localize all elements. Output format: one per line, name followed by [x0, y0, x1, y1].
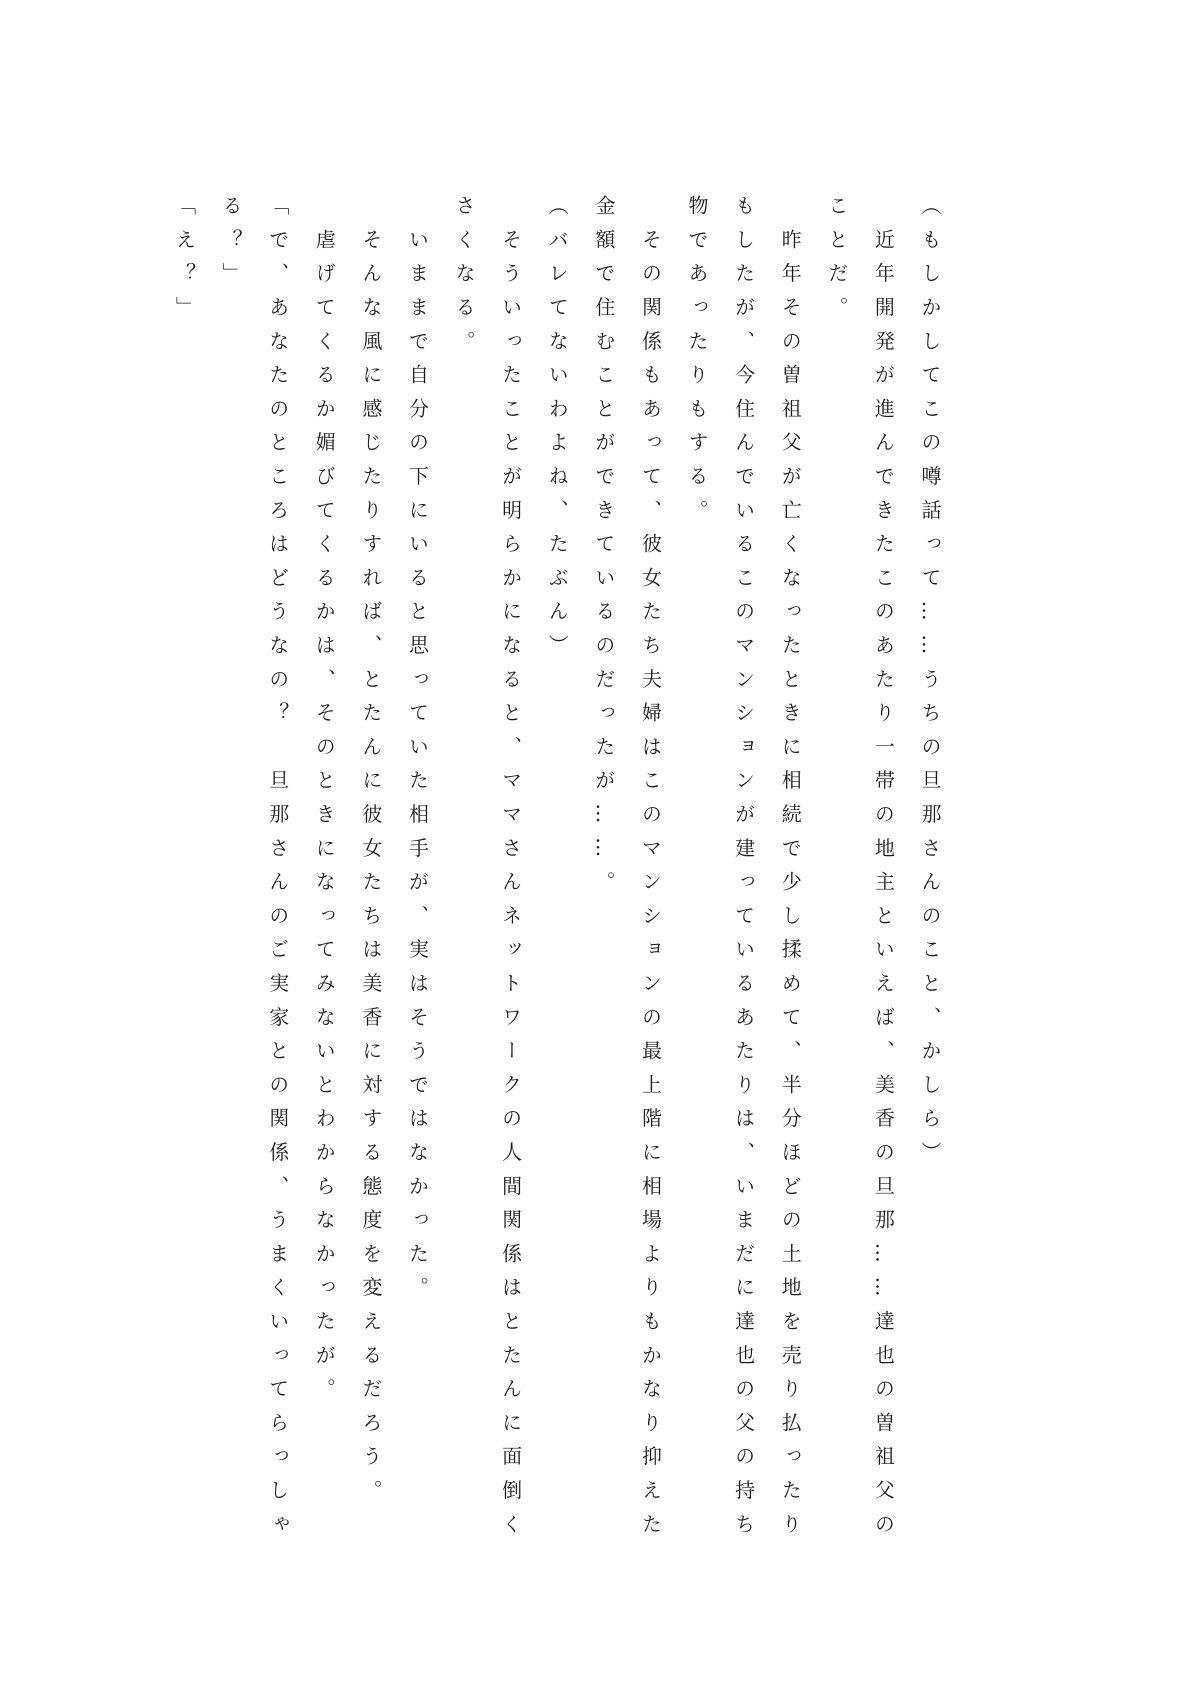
text-line: ことだ。 — [824, 195, 849, 331]
text-line: る？」 — [219, 195, 244, 297]
text-line: 昨年その曽祖父が亡くなったときに相続で少し揉めて、半分ほどの土地を売り払ったり — [778, 195, 803, 1547]
text-line: その関係もあって、彼女たち夫婦はこのマンションの最上階に相場よりもかなり抑えた — [638, 195, 663, 1547]
text-line: 「で、あなたのところはどうなの？ 旦那さんのご実家との関係、うまくいってらっしゃ — [265, 195, 290, 1547]
text-line: もしたが、今住んでいるこのマンションが建っているあたりは、いまだに達也の父の持ち — [731, 195, 756, 1547]
text-line: 金額で住むことができているのだったが……。 — [591, 195, 616, 905]
vertical-text-body — [161, 195, 953, 1547]
text-line: 「え？」 — [172, 195, 197, 331]
text-line: （もしかしてこの噂話って……うちの旦那さんのこと、かしら） — [918, 195, 942, 1176]
text-line: いままで自分の下にいると思っていた相手が、実はそうではなかった。 — [405, 195, 430, 1311]
text-line: さくなる。 — [452, 195, 477, 364]
text-line: 物であったりもする。 — [685, 195, 710, 533]
text-line: 近年開発が進んできたこのあたり一帯の地主といえば、美香の旦那……達也の曽祖父の — [871, 195, 896, 1547]
text-line: 虐げてくるか媚びてくるかは、そのときになってみないとわからなかったが。 — [312, 195, 337, 1412]
text-line: そういったことが明らかになると、ママさんネットワークの人間関係はとたんに面倒く — [498, 195, 523, 1547]
text-line: （バレてないわよね、たぶん） — [545, 195, 570, 669]
text-line: そんな風に感じたりすれば、とたんに彼女たちは美香に対する態度を変えるだろう。 — [358, 195, 383, 1514]
